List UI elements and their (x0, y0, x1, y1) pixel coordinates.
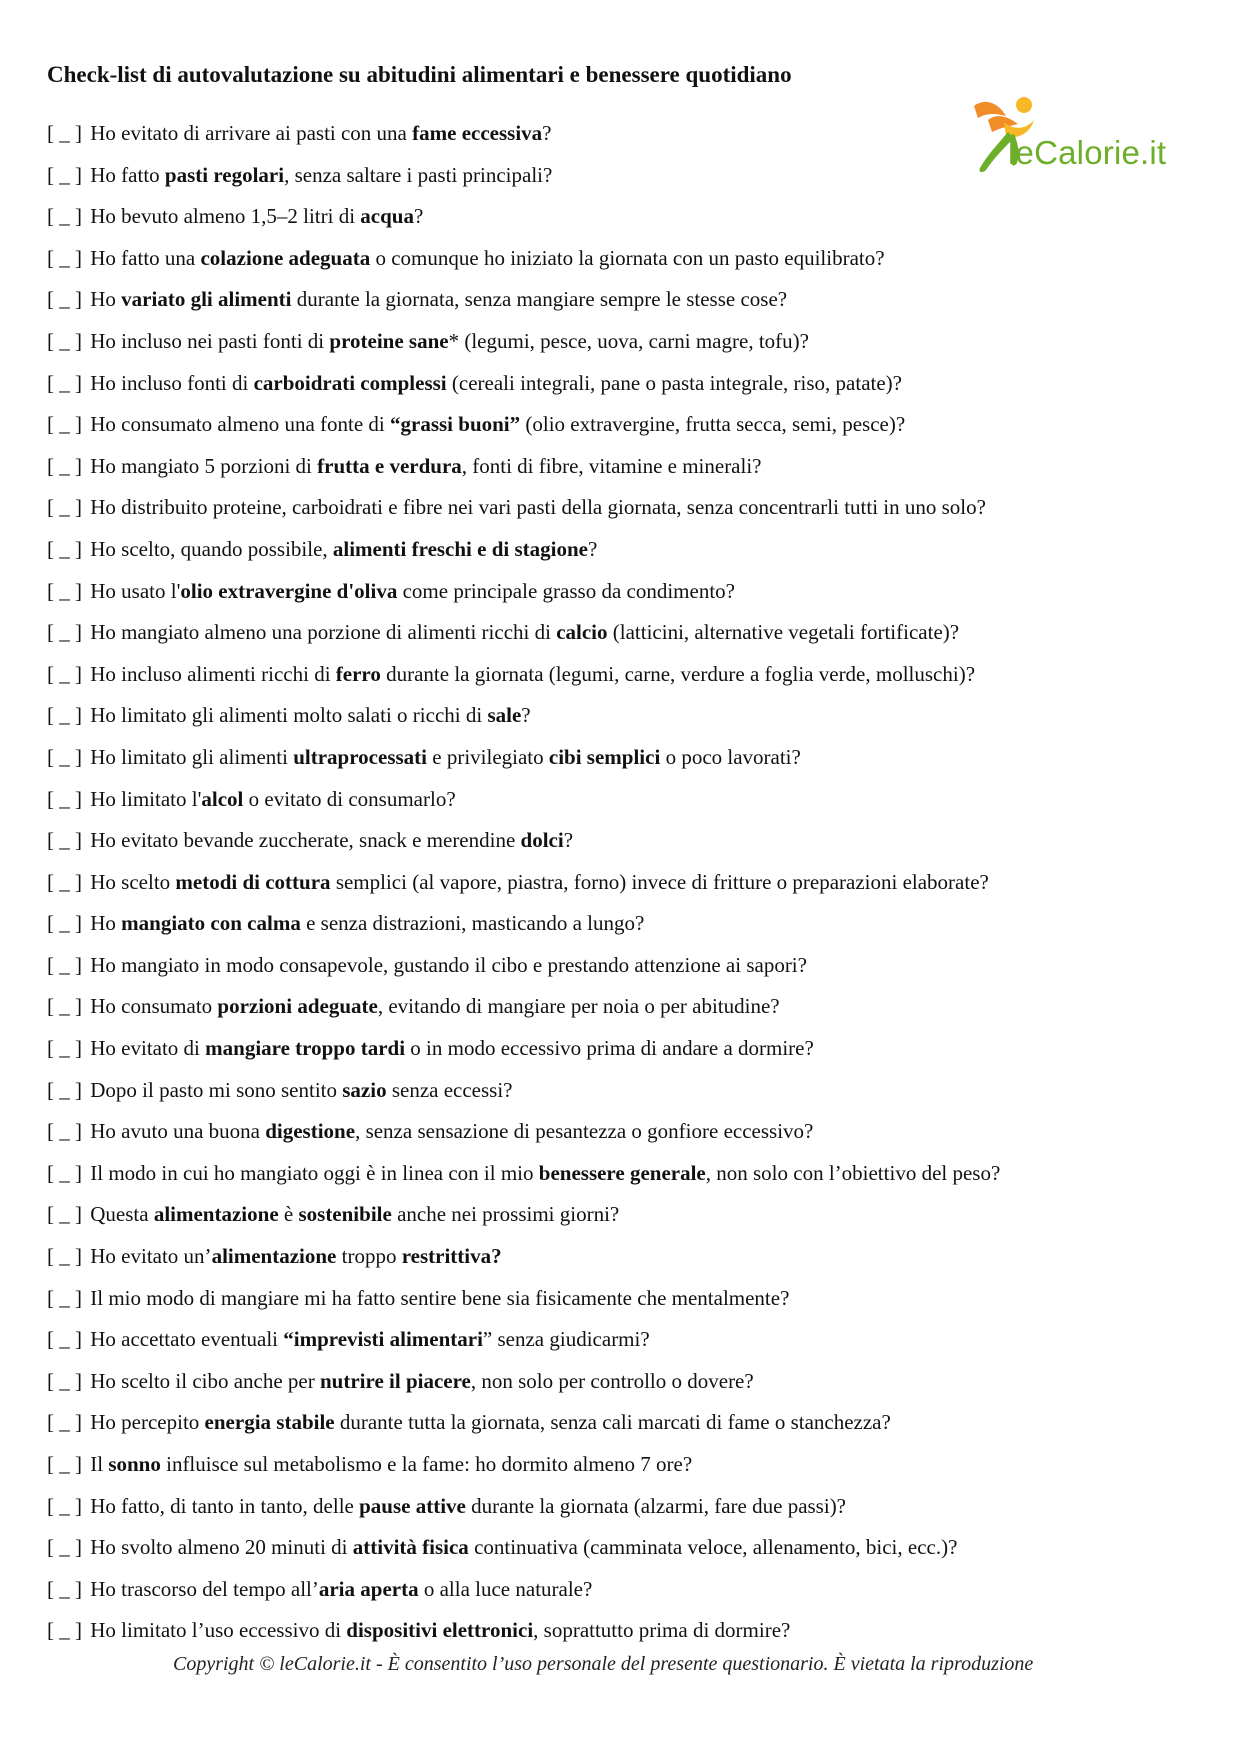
checkbox-placeholder[interactable]: [ _ ] (47, 1410, 82, 1435)
checkbox-placeholder[interactable]: [ _ ] (47, 869, 82, 894)
item-text: Questa (90, 1202, 154, 1227)
checkbox-placeholder[interactable]: [ _ ] (47, 828, 82, 853)
item-keyword: “grassi buoni” (390, 412, 521, 437)
checkbox-placeholder[interactable]: [ _ ] (47, 495, 82, 520)
checklist-item (47, 1115, 1000, 1157)
checkbox-placeholder[interactable]: [ _ ] (47, 1452, 82, 1476)
item-text: è (278, 1202, 299, 1227)
item-keyword: colazione adeguata (200, 245, 371, 270)
item-text: e privilegiato (427, 744, 549, 769)
item-keyword: fame eccessiva (412, 121, 543, 145)
checkbox-placeholder[interactable]: [ _ ] (47, 162, 82, 187)
item-keyword: digestione (265, 1119, 356, 1144)
item-text: ? (563, 828, 574, 853)
item-keyword: dolci (520, 828, 564, 853)
item-text: Ho evitato bevande zuccherate, snack e merendine (90, 828, 521, 853)
item-text: Ho limitato gli alimenti molto salati o ricchi di (90, 703, 488, 728)
item-text: Ho fatto una (90, 245, 201, 270)
item-text: (olio extravergine, frutta secca, semi, pesce)? (520, 412, 906, 437)
item-text: ” senza giudicarmi? (482, 1327, 650, 1352)
item-text: e senza distrazioni, masticando a lungo? (300, 911, 645, 936)
checklist-item (47, 408, 1000, 450)
checklist-item (47, 741, 1000, 783)
checkbox-placeholder[interactable]: [ _ ] (47, 1119, 82, 1144)
checkbox-placeholder[interactable]: [ _ ] (47, 1535, 82, 1560)
checkbox-placeholder[interactable]: [ _ ] (47, 911, 82, 936)
item-text: o evitato di consumarlo? (243, 786, 456, 811)
checklist-item (47, 783, 1000, 825)
checklist (47, 117, 1000, 1656)
item-keyword: aria aperta (318, 1576, 419, 1601)
checklist-item (47, 575, 1000, 617)
item-text: Dopo il pasto mi sono sentito (90, 1077, 343, 1102)
item-keyword: metodi di cottura (175, 869, 331, 894)
checkbox-placeholder[interactable]: [ _ ] (47, 1077, 82, 1102)
checklist-item (47, 1531, 1000, 1573)
item-text: Il modo in cui ho mangiato oggi è in linea con il mio (90, 1160, 539, 1185)
checklist-item (47, 200, 1000, 242)
checkbox-placeholder[interactable]: [ _ ] (47, 287, 82, 312)
checklist-item (47, 907, 1000, 949)
item-text: come principale grasso da condimento? (397, 578, 735, 603)
item-text: Ho scelto (90, 869, 176, 894)
checklist-item (47, 117, 1000, 159)
item-text: Il mio modo di mangiare mi ha fatto sentire bene sia fisicamente che mentalmente? (90, 1285, 790, 1310)
item-text: Il (90, 1452, 109, 1476)
checkbox-placeholder[interactable]: [ _ ] (47, 1368, 82, 1393)
item-text: Ho limitato gli alimenti (90, 744, 294, 769)
item-text: Ho fatto, di tanto in tanto, delle (90, 1493, 360, 1518)
page-title: Check-list di autovalutazione su abitudini alimentari e benessere quotidiano (47, 62, 792, 87)
checklist-item (47, 1240, 1000, 1282)
item-keyword: variato gli alimenti (121, 287, 292, 312)
item-keyword: alimentazione (211, 1244, 337, 1269)
item-text: Ho evitato di arrivare ai pasti con una (90, 121, 413, 145)
item-text: ? (542, 121, 552, 145)
item-text: o comunque ho iniziato la giornata con un pasto equilibrato? (370, 245, 885, 270)
checkbox-placeholder[interactable]: [ _ ] (47, 370, 82, 395)
item-text: Ho mangiato almeno una porzione di alimenti ricchi di (90, 620, 557, 645)
item-text: o poco lavorati? (660, 744, 801, 769)
checklist-item (47, 533, 1000, 575)
checklist-item (47, 1365, 1000, 1407)
item-keyword: pause attive (359, 1493, 466, 1518)
item-text: Ho consumato (90, 994, 218, 1019)
item-text: Ho limitato l’uso eccessivo di (90, 1618, 347, 1643)
checklist-item (47, 990, 1000, 1032)
checklist-item (47, 283, 1000, 325)
item-keyword: alimenti freschi e di stagione (332, 536, 588, 561)
checklist-item (47, 450, 1000, 492)
checkbox-placeholder[interactable]: [ _ ] (47, 744, 82, 769)
item-text: semplici (al vapore, piastra, forno) invece di fritture o preparazioni elaborate? (330, 869, 989, 894)
item-text: Ho avuto una buona (90, 1119, 266, 1144)
item-keyword: attività fisica (352, 1535, 469, 1560)
item-text: troppo (336, 1244, 402, 1269)
item-keyword: sazio (342, 1077, 387, 1102)
checkbox-placeholder[interactable]: [ _ ] (47, 994, 82, 1019)
checklist-item (47, 1032, 1000, 1074)
item-text: Ho usato l' (90, 578, 181, 603)
item-keyword: energia stabile (204, 1410, 335, 1435)
checkbox-placeholder[interactable]: [ _ ] (47, 536, 82, 561)
item-text: continuativa (camminata veloce, allenamento, bici, ecc.)? (468, 1535, 958, 1560)
checklist-item (47, 1323, 1000, 1365)
item-text: (latticini, alternative vegetali fortificate)? (607, 620, 960, 645)
item-text: o in modo eccessivo prima di andare a dormire? (405, 1036, 814, 1061)
item-text: anche nei prossimi giorni? (391, 1202, 620, 1227)
item-keyword: frutta e verdura (317, 453, 462, 478)
checklist-item (47, 1157, 1000, 1199)
checkbox-placeholder[interactable]: [ _ ] (47, 121, 82, 145)
checklist-item (47, 824, 1000, 866)
checkbox-placeholder[interactable]: [ _ ] (47, 245, 82, 270)
item-text: durante la giornata, senza mangiare sempre le stesse cose? (291, 287, 788, 312)
checkbox-placeholder[interactable]: [ _ ] (47, 703, 82, 728)
item-text: Ho trascorso del tempo all’ (90, 1576, 319, 1601)
item-text: Ho distribuito proteine, carboidrati e fibre nei vari pasti della giornata, senza concentrarli tutti in uno solo? (90, 495, 986, 520)
checkbox-placeholder[interactable]: [ _ ] (47, 620, 82, 645)
item-text: Ho evitato di (90, 1036, 206, 1061)
item-text: , non solo con l’obiettivo del peso? (705, 1160, 1001, 1185)
checkbox-placeholder[interactable]: [ _ ] (47, 1160, 82, 1185)
item-text: (cereali integrali, pane o pasta integrale, riso, patate)? (446, 370, 902, 395)
checkbox-placeholder[interactable]: [ _ ] (47, 1576, 82, 1601)
item-text: Ho (90, 911, 122, 936)
item-keyword: calcio (556, 620, 608, 645)
checkbox-placeholder[interactable]: [ _ ] (47, 453, 82, 478)
checklist-item (47, 325, 1000, 367)
checklist-item (47, 866, 1000, 908)
item-keyword: nutrire il piacere (320, 1368, 471, 1393)
copyright-footer: Copyright © leCalorie.it - È consentito l’uso personale del presente questionario. È vietata la riproduzione (173, 1653, 1034, 1675)
checklist-item (47, 1406, 1000, 1448)
item-text: durante la giornata (legumi, carne, verdure a foglia verde, molluschi)? (380, 661, 976, 686)
item-text: o alla luce naturale? (418, 1576, 593, 1601)
checklist-item (47, 1573, 1000, 1615)
checklist-item (47, 949, 1000, 991)
item-text: , evitando di mangiare per noia o per abitudine? (377, 994, 780, 1019)
item-keyword: acqua (360, 204, 414, 229)
item-text: Ho percepito (90, 1410, 205, 1435)
checklist-item (47, 1198, 1000, 1240)
checkbox-placeholder[interactable]: [ _ ] (47, 1285, 82, 1310)
checkbox-placeholder[interactable]: [ _ ] (47, 1618, 82, 1643)
checklist-item (47, 616, 1000, 658)
item-keyword: sostenibile (298, 1202, 392, 1227)
item-keyword: porzioni adeguate (217, 994, 378, 1019)
item-text: Ho consumato almeno una fonte di (90, 412, 391, 437)
checkbox-placeholder[interactable]: [ _ ] (47, 204, 82, 229)
item-keyword: sonno (108, 1452, 161, 1476)
checklist-item (47, 491, 1000, 533)
checkbox-placeholder[interactable]: [ _ ] (47, 412, 82, 437)
item-keyword: restrittiva? (401, 1244, 502, 1269)
checklist-item (47, 1490, 1000, 1532)
item-text: Ho bevuto almeno 1,5–2 litri di (90, 204, 361, 229)
item-text: , fonti di fibre, vitamine e minerali? (461, 453, 762, 478)
checklist-item (47, 1448, 1000, 1490)
item-text: ? (587, 536, 598, 561)
item-keyword: mangiare troppo tardi (205, 1036, 406, 1061)
checklist-item (47, 699, 1000, 741)
checkbox-placeholder[interactable]: [ _ ] (47, 1036, 82, 1061)
item-text: ? (521, 703, 531, 728)
item-text: Ho incluso fonti di (90, 370, 254, 395)
checklist-item (47, 1614, 1000, 1656)
item-keyword: benessere generale (538, 1160, 706, 1185)
item-keyword: cibi semplici (548, 744, 661, 769)
checkbox-placeholder[interactable]: [ _ ] (47, 1493, 82, 1518)
item-text: Ho scelto il cibo anche per (90, 1368, 320, 1393)
item-text: durante la giornata (alzarmi, fare due passi)? (465, 1493, 847, 1518)
item-keyword: olio extravergine d'oliva (180, 578, 398, 603)
item-text: Ho svolto almeno 20 minuti di (90, 1535, 353, 1560)
item-text: Ho incluso alimenti ricchi di (90, 661, 336, 686)
item-text: Ho incluso nei pasti fonti di (90, 328, 330, 353)
item-text: * (legumi, pesce, uova, carni magre, tofu)? (448, 328, 809, 353)
item-keyword: “imprevisti alimentari (283, 1327, 483, 1352)
checkbox-placeholder[interactable]: [ _ ] (47, 952, 82, 977)
item-text: Ho scelto, quando possibile, (90, 536, 333, 561)
item-text: influisce sul metabolismo e la fame: ho dormito almeno 7 ore? (160, 1452, 693, 1476)
checkbox-placeholder[interactable]: [ _ ] (47, 661, 82, 686)
item-text: Ho mangiato in modo consapevole, gustando il cibo e prestando attenzione ai sapori? (90, 952, 807, 977)
item-keyword: sale (487, 703, 522, 728)
item-text: Ho accettato eventuali (90, 1327, 284, 1352)
item-keyword: alimentazione (153, 1202, 279, 1227)
checkbox-placeholder[interactable]: [ _ ] (47, 328, 82, 353)
checklist-item (47, 159, 1000, 201)
item-text: , soprattutto prima di dormire? (533, 1618, 791, 1643)
item-text: Ho mangiato 5 porzioni di (90, 453, 318, 478)
checklist-item (47, 1074, 1000, 1116)
item-text: , senza sensazione di pesantezza o gonfiore eccessivo? (355, 1119, 814, 1144)
item-text: Ho (90, 287, 122, 312)
item-text: ? (413, 204, 424, 229)
checkbox-placeholder[interactable]: [ _ ] (47, 1327, 82, 1352)
item-keyword: alcol (201, 786, 244, 811)
item-text: durante tutta la giornata, senza cali marcati di fame o stanchezza? (334, 1410, 891, 1435)
item-text: Ho fatto (90, 162, 165, 187)
item-keyword: pasti regolari (164, 162, 285, 187)
item-keyword: ferro (335, 661, 381, 686)
item-text: senza eccessi? (386, 1077, 513, 1102)
item-keyword: carboidrati complessi (253, 370, 447, 395)
item-text: , senza saltare i pasti principali? (284, 162, 553, 187)
checklist-item (47, 1282, 1000, 1324)
item-text: Ho evitato un’ (90, 1244, 212, 1269)
item-keyword: proteine sane (329, 328, 449, 353)
checklist-item (47, 367, 1000, 409)
item-keyword: dispositivi elettronici (346, 1618, 534, 1643)
checkbox-placeholder[interactable]: [ _ ] (47, 1202, 82, 1227)
checklist-item (47, 658, 1000, 700)
item-keyword: ultraprocessati (293, 744, 427, 769)
checklist-item (47, 242, 1000, 284)
item-text: Ho limitato l' (90, 786, 202, 811)
checkbox-placeholder[interactable]: [ _ ] (47, 786, 82, 811)
logo-text: leCalorie.it (1008, 134, 1167, 171)
item-text: , non solo per controllo o dovere? (470, 1368, 754, 1393)
item-keyword: mangiato con calma (121, 911, 301, 936)
lecalorie-logo (968, 92, 1188, 182)
checkbox-placeholder[interactable]: [ _ ] (47, 1244, 82, 1269)
checkbox-placeholder[interactable]: [ _ ] (47, 578, 82, 603)
